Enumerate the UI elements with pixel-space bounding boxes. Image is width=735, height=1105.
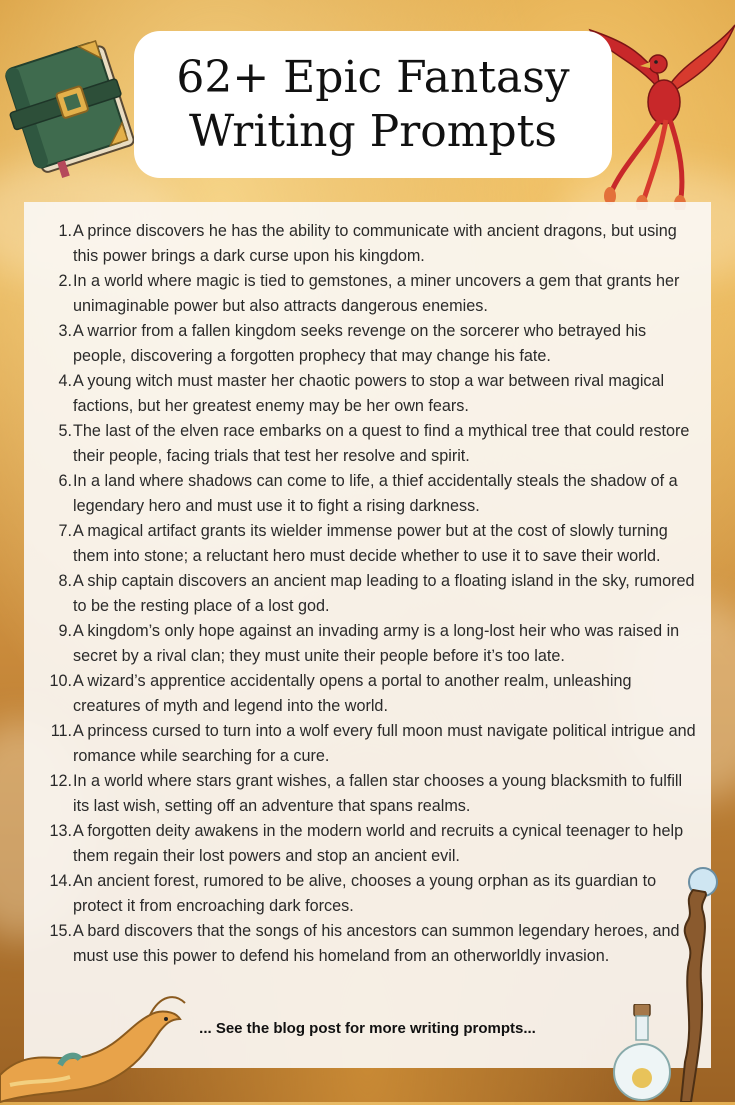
- prompt-number: 1.: [58, 222, 72, 240]
- prompt-item: [24, 769, 711, 819]
- magic-staff-illustration: [665, 862, 735, 1102]
- prompt-text: A wizard’s apprentice accidentally opens a portal to another realm, unleashing creatures of myth and legend into the world.: [73, 672, 632, 715]
- prompt-number: 5.: [58, 422, 72, 440]
- prompt-item: [24, 569, 711, 619]
- prompt-text: The last of the elven race embarks on a quest to find a mythical tree that could restore their people, facing trials that test her resolve and spirit.: [73, 422, 690, 465]
- prompt-number: 8.: [58, 572, 72, 590]
- prompt-item: [24, 469, 711, 519]
- prompt-number: 7.: [58, 522, 72, 540]
- title-line-2: Writing Prompts: [189, 105, 557, 157]
- prompt-text: A bard discovers that the songs of his ancestors can summon legendary heroes, and must use this power to defend his homeland from an otherworldly invasion.: [73, 922, 680, 965]
- prompt-item: [24, 869, 711, 919]
- prompt-text: In a world where magic is tied to gemstones, a miner uncovers a gem that grants her unimaginable power but also attracts dangerous enemies.: [73, 272, 680, 315]
- prompt-item: [24, 319, 711, 369]
- prompts-panel: [24, 202, 711, 1068]
- prompt-item: [24, 919, 711, 969]
- prompt-number: 13.: [49, 822, 72, 840]
- prompt-item: [24, 219, 711, 269]
- prompt-text: An ancient forest, rumored to be alive, chooses a young orphan as its guardian to protect it from encroaching dark forces.: [73, 872, 657, 915]
- prompt-number: 4.: [58, 372, 72, 390]
- prompt-number: 11.: [50, 722, 72, 740]
- prompt-text: A ship captain discovers an ancient map leading to a floating island in the sky, rumored to be the resting place of a lost god.: [73, 572, 695, 615]
- title-card: [134, 31, 612, 178]
- prompt-item: [24, 519, 711, 569]
- prompt-number: 2.: [58, 272, 72, 290]
- prompt-text: In a world where stars grant wishes, a fallen star chooses a young blacksmith to fulfill its last wish, setting off an adventure that spans realms.: [73, 772, 683, 815]
- prompt-text: A kingdom’s only hope against an invading army is a long-lost heir who was raised in secret by a rival clan; they must unite their people before it’s too late.: [73, 622, 680, 665]
- prompts-list: [24, 219, 711, 969]
- footer-note: ... See the blog post for more writing prompts...: [199, 1020, 536, 1037]
- prompt-text: In a land where shadows can come to life, a thief accidentally steals the shadow of a legendary hero and must use it to fight a rising darkness.: [73, 472, 678, 515]
- prompt-item: [24, 719, 711, 769]
- prompt-item: [24, 669, 711, 719]
- dragon-illustration: [0, 985, 200, 1105]
- prompt-number: 15.: [49, 922, 72, 940]
- prompt-item: [24, 369, 711, 419]
- prompt-number: 10.: [49, 672, 72, 690]
- prompt-number: 3.: [58, 322, 72, 340]
- prompt-number: 9.: [58, 622, 72, 640]
- prompt-number: 12.: [49, 772, 72, 790]
- prompt-text: A magical artifact grants its wielder immense power but at the cost of slowly turning them into stone; a reluctant hero must decide whether to use it to save their world.: [73, 522, 668, 565]
- prompt-item: [24, 619, 711, 669]
- prompt-item: [24, 269, 711, 319]
- prompt-number: 14.: [49, 872, 72, 890]
- prompt-text: A prince discovers he has the ability to communicate with ancient dragons, but using this power brings a dark curse upon his kingdom.: [73, 222, 677, 265]
- prompt-item: [24, 419, 711, 469]
- spellbook-illustration: [0, 30, 140, 180]
- prompt-text: A forgotten deity awakens in the modern world and recruits a cynical teenager to help them regain their lost powers and stop an ancient evil.: [73, 822, 684, 865]
- prompt-text: A young witch must master her chaotic powers to stop a war between rival magical factions, but her greatest enemy may be her own fears.: [73, 372, 665, 415]
- prompt-text: A warrior from a fallen kingdom seeks revenge on the sorcerer who betrayed his people, discovering a forgotten prophecy that may change his fate.: [73, 322, 647, 365]
- potion-bottle-illustration: [612, 1004, 672, 1104]
- prompt-item: [24, 819, 711, 869]
- prompt-text: A princess cursed to turn into a wolf every full moon must navigate political intrigue and romance while searching for a cure.: [73, 722, 696, 765]
- title-line-1: 62+ Epic Fantasy: [176, 51, 570, 103]
- prompt-number: 6.: [58, 472, 72, 490]
